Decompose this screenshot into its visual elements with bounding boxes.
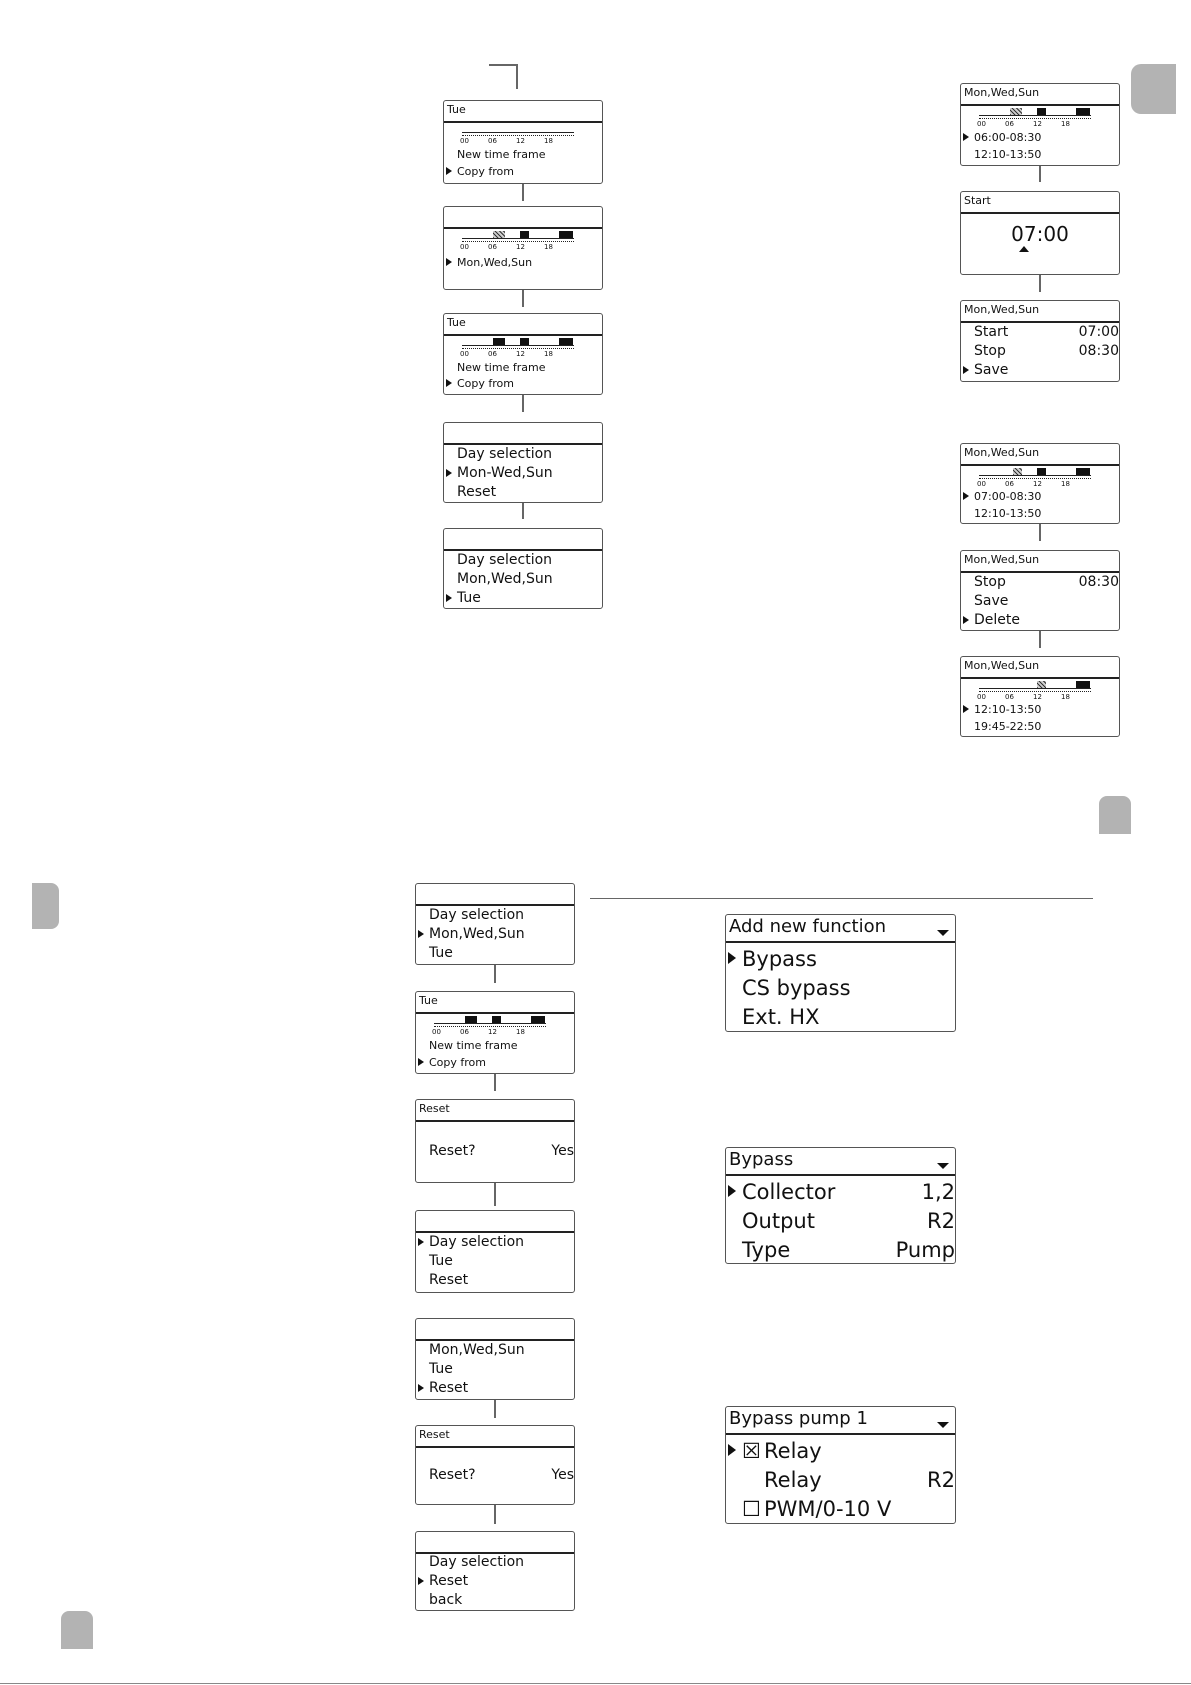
dropdown-arrow-icon: [937, 1163, 949, 1169]
screen-time-frames-c: [960, 656, 1120, 737]
screen-time-frames-a: [960, 83, 1120, 166]
time-block-hatched: [1013, 468, 1022, 475]
menu-item-selected[interactable]: 12:10-13:50: [961, 702, 1119, 718]
time-block: [531, 1016, 545, 1023]
tick-label: 12: [488, 1028, 497, 1036]
menu-item-selected[interactable]: Mon,Wed,Sun: [416, 925, 574, 943]
screen-title: [416, 1211, 574, 1233]
menu-item-selected[interactable]: Tue: [444, 589, 602, 607]
time-block: [1037, 108, 1046, 115]
menu-item-selected[interactable]: Mon,Wed,Sun: [444, 255, 602, 271]
menu-item[interactable]: Tue: [429, 945, 453, 961]
pointer-icon: [418, 1577, 424, 1585]
tick-label: 00: [432, 1028, 441, 1036]
tick-label: 00: [460, 350, 469, 358]
time-block: [465, 1016, 477, 1023]
pointer-icon: [418, 930, 424, 938]
menu-item[interactable]: Mon,Wed,Sun: [457, 571, 553, 587]
menu-item[interactable]: Ext. HX: [742, 1005, 820, 1029]
time-block: [493, 338, 505, 345]
entry-connector-v: [516, 64, 518, 89]
timeline: [462, 336, 574, 360]
tick-label: 12: [1033, 120, 1042, 128]
dropdown-arrow-icon: [937, 1422, 949, 1428]
tick-label: 06: [488, 243, 497, 251]
arrow-connector: [522, 503, 524, 519]
menu-item[interactable]: Reset: [457, 484, 497, 500]
menu-item[interactable]: Mon,Wed,Sun: [429, 1342, 525, 1358]
menu-item[interactable]: Day selection: [457, 446, 553, 462]
screen-title: Mon,Wed,Sun: [961, 444, 1119, 466]
page-tab-marker: [61, 1611, 93, 1649]
tick-label: 18: [516, 1028, 525, 1036]
screen-tue-new-time-frame: [443, 100, 603, 184]
screen-bypass-pump: [725, 1406, 956, 1524]
page-tab-marker: [1131, 64, 1176, 114]
tick-label: 06: [1005, 480, 1014, 488]
menu-item-selected[interactable]: ☒ Relay: [726, 1437, 955, 1465]
screen-title: Mon,Wed,Sun: [961, 84, 1119, 106]
tick-label: 06: [488, 137, 497, 145]
menu-item[interactable]: Stop 08:30: [974, 574, 1119, 590]
menu-item[interactable]: Day selection: [457, 552, 553, 568]
pointer-icon: [728, 952, 736, 964]
arrow-connector: [1039, 631, 1041, 648]
screen-title: [444, 207, 602, 229]
tick-label: 12: [516, 350, 525, 358]
arrow-connector: [494, 1183, 496, 1206]
menu-item-selected[interactable]: Copy from: [416, 1055, 574, 1071]
page-tab-marker: [32, 883, 59, 929]
menu-item-selected[interactable]: Delete: [961, 611, 1119, 629]
screen-day-selection-f: [415, 1531, 575, 1611]
tick-label: 06: [460, 1028, 469, 1036]
entry-connector-h: [489, 64, 517, 66]
menu-item[interactable]: back: [429, 1592, 463, 1608]
menu-item-selected[interactable]: Day selection: [416, 1233, 574, 1251]
pointer-icon: [446, 469, 452, 477]
menu-item[interactable]: 19:45-22:50: [974, 720, 1042, 733]
arrow-connector: [522, 184, 524, 201]
menu-item[interactable]: Save: [974, 593, 1009, 609]
screen-title: Mon,Wed,Sun: [961, 657, 1119, 679]
timeline: [462, 123, 574, 147]
page-tab-marker: [1099, 796, 1131, 834]
section-divider: [590, 898, 1093, 899]
screen-bypass: [725, 1147, 956, 1264]
tick-label: 12: [1033, 480, 1042, 488]
time-block: [520, 231, 529, 238]
checkbox-checked-icon[interactable]: ☒: [742, 1439, 761, 1463]
menu-item[interactable]: ☐ PWM/0-10 V: [742, 1497, 892, 1521]
tick-label: 00: [977, 120, 986, 128]
menu-item-selected[interactable]: 06:00-08:30: [961, 130, 1119, 146]
menu-item-selected[interactable]: 07:00-08:30: [961, 489, 1119, 505]
screen-reset-confirm-b: [415, 1425, 575, 1505]
screen-title: Reset: [416, 1100, 574, 1122]
menu-item[interactable]: Stop 08:30: [974, 343, 1119, 359]
menu-item[interactable]: CS bypass: [742, 976, 851, 1000]
pointer-icon: [728, 1185, 736, 1197]
time-block: [1037, 468, 1046, 475]
tick-label: 00: [977, 693, 986, 701]
arrow-connector: [522, 290, 524, 307]
screen-tue-reset-flow: [415, 991, 575, 1074]
screen-day-selection-b: [443, 528, 603, 609]
arrow-connector: [1039, 524, 1041, 541]
time-block: [559, 231, 573, 238]
screen-title: Start: [961, 192, 1119, 214]
arrow-connector: [1039, 166, 1041, 182]
menu-item-selected[interactable]: Copy from: [444, 164, 602, 180]
menu-item[interactable]: Type Pump: [742, 1238, 955, 1262]
checkbox-unchecked-icon[interactable]: ☐: [742, 1497, 761, 1521]
tick-label: 00: [460, 137, 469, 145]
pointer-icon: [963, 705, 969, 713]
screen-title: [444, 529, 602, 551]
screen-title: Mon,Wed,Sun: [961, 301, 1119, 323]
arrow-connector: [1039, 275, 1041, 292]
tick-label: 18: [1061, 693, 1070, 701]
menu-item[interactable]: Day selection: [429, 907, 525, 923]
timeline: [979, 466, 1091, 490]
pointer-icon: [728, 1444, 736, 1456]
arrow-connector: [494, 1400, 496, 1418]
screen-title: Tue: [416, 992, 574, 1014]
screen-title: [444, 423, 602, 445]
menu-item[interactable]: 12:10-13:50: [974, 148, 1042, 161]
menu-item[interactable]: New time frame: [457, 148, 546, 161]
menu-item[interactable]: Reset: [429, 1272, 469, 1288]
time-block: [1076, 681, 1090, 688]
timeline: [434, 1014, 546, 1038]
menu-item-selected[interactable]: Copy from: [444, 376, 602, 392]
pointer-icon: [418, 1238, 424, 1246]
page-bottom-rule: [0, 1683, 1191, 1684]
menu-item[interactable]: New time frame: [429, 1039, 518, 1052]
screen-title: Tue: [444, 101, 602, 123]
tick-label: 00: [977, 480, 986, 488]
menu-item[interactable]: Day selection: [429, 1554, 525, 1570]
pointer-icon: [418, 1058, 424, 1066]
timeline: [462, 229, 574, 253]
pointer-icon: [963, 616, 969, 624]
screen-stop-save-delete: [960, 550, 1120, 631]
tick-label: 18: [1061, 120, 1070, 128]
screen-day-selection-e: [415, 1318, 575, 1400]
screen-start-stop-save: [960, 300, 1120, 382]
time-block-hatched: [1037, 681, 1046, 688]
time-block: [559, 338, 573, 345]
arrow-connector: [522, 395, 524, 412]
screen-title: Bypass: [726, 1148, 955, 1176]
pointer-icon: [446, 594, 452, 602]
menu-item[interactable]: Start 07:00: [974, 324, 1119, 340]
menu-item-selected[interactable]: Mon-Wed,Sun: [444, 464, 602, 482]
screen-title: Mon,Wed,Sun: [961, 551, 1119, 573]
tick-label: 12: [1033, 693, 1042, 701]
screen-day-selection-a: [443, 422, 603, 503]
tick-label: 06: [488, 350, 497, 358]
menu-item-selected[interactable]: Reset: [416, 1572, 574, 1590]
menu-item[interactable]: 12:10-13:50: [974, 507, 1042, 520]
menu-item[interactable]: Output R2: [742, 1209, 955, 1233]
arrow-connector: [494, 965, 496, 983]
menu-item[interactable]: Relay R2: [764, 1468, 955, 1492]
screen-title: [416, 1532, 574, 1554]
cursor-caret-icon: [1019, 246, 1029, 252]
screen-title: Tue: [444, 314, 602, 336]
time-block: [492, 1016, 501, 1023]
screen-add-new-function: [725, 914, 956, 1032]
screen-start-time: [960, 191, 1120, 275]
tick-label: 06: [1005, 120, 1014, 128]
tick-label: 00: [460, 243, 469, 251]
tick-label: 18: [544, 137, 553, 145]
menu-item-selected[interactable]: Save: [961, 361, 1119, 379]
tick-label: 18: [544, 350, 553, 358]
reset-confirm-row[interactable]: Reset? Yes: [429, 1143, 574, 1159]
menu-item[interactable]: New time frame: [457, 361, 546, 374]
tick-label: 12: [516, 137, 525, 145]
arrow-connector: [494, 1074, 496, 1091]
tick-label: 18: [544, 243, 553, 251]
screen-title: Bypass pump 1: [726, 1407, 955, 1435]
time-block: [520, 338, 529, 345]
tick-label: 18: [1061, 480, 1070, 488]
pointer-icon: [446, 258, 452, 266]
pointer-icon: [963, 366, 969, 374]
menu-item-selected[interactable]: Collector 1,2: [726, 1178, 955, 1206]
screen-tue-copied: [443, 313, 603, 395]
pointer-icon: [446, 379, 452, 387]
menu-item[interactable]: Tue: [429, 1361, 453, 1377]
screen-title: Add new function: [726, 915, 955, 943]
time-block-hatched: [493, 231, 505, 238]
menu-item[interactable]: Tue: [429, 1253, 453, 1269]
screen-copy-from: [443, 206, 603, 290]
dropdown-arrow-icon: [937, 930, 949, 936]
time-block: [1076, 108, 1090, 115]
screen-day-selection-d: [415, 1210, 575, 1293]
pointer-icon: [963, 492, 969, 500]
reset-confirm-row[interactable]: Reset? Yes: [429, 1467, 574, 1483]
menu-item-selected[interactable]: Bypass: [726, 945, 955, 973]
timeline: [979, 679, 1091, 703]
time-value[interactable]: 07:00: [1011, 222, 1069, 246]
screen-title: [416, 1319, 574, 1341]
tick-label: 12: [516, 243, 525, 251]
arrow-connector: [494, 1505, 496, 1524]
timeline: [979, 106, 1091, 130]
pointer-icon: [963, 133, 969, 141]
time-block-hatched: [1010, 108, 1022, 115]
screen-day-selection-c: [415, 883, 575, 965]
pointer-icon: [446, 167, 452, 175]
menu-item-selected[interactable]: Reset: [416, 1379, 574, 1397]
pointer-icon: [418, 1384, 424, 1392]
screen-title: [416, 884, 574, 906]
screen-reset-confirm-a: [415, 1099, 575, 1183]
tick-label: 06: [1005, 693, 1014, 701]
screen-title: Reset: [416, 1426, 574, 1448]
screen-time-frames-b: [960, 443, 1120, 524]
time-block: [1076, 468, 1090, 475]
